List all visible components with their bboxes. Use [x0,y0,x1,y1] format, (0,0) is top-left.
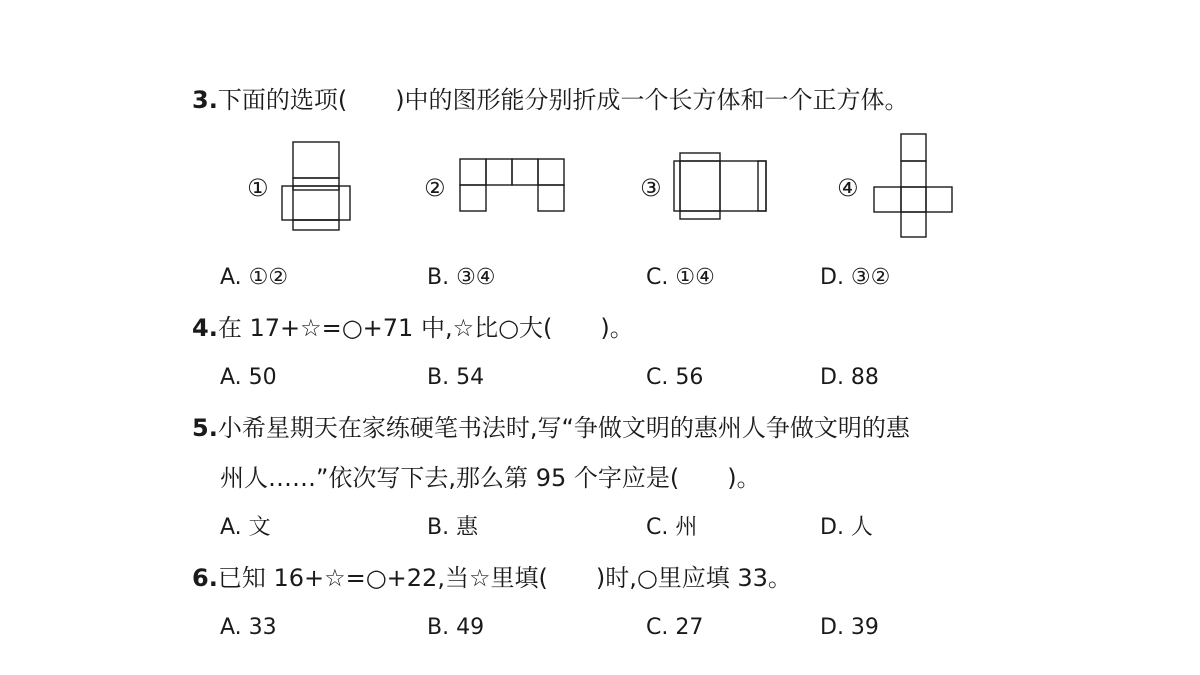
q4-option-b[interactable]: B. 54 [427,365,485,390]
cube-net-figure-4 [872,132,954,240]
q3-option-c[interactable]: C. ①④ [646,265,715,290]
figure-label-4: ④ [837,174,859,202]
q5-option-a[interactable]: A. 文 [220,515,271,540]
q3-option-a[interactable]: A. ①② [220,265,289,290]
q3-option-d[interactable]: D. ③② [820,265,891,290]
question-number: 4. [192,314,218,342]
q3-option-b[interactable]: B. ③④ [427,265,496,290]
question-5-stem-line-2: 州人……”依次写下去,那么第 95 个字应是( )。 [220,464,761,492]
cube-net-figure-3 [672,151,768,221]
question-6-stem [192,563,792,593]
q5-option-b[interactable]: B. 惠 [427,515,479,540]
q6-option-c[interactable]: C. 27 [646,615,704,640]
question-5-stem-line-1 [192,413,910,443]
cube-net-figure-1 [280,140,352,232]
question-text: 小希星期天在家练硬笔书法时,写“争做文明的惠州人争做文明的惠 [217,414,910,442]
question-text: 已知 16+☆=○+22,当☆里填( )时,○里应填 33。 [217,564,792,592]
cube-net-figure-2 [458,157,566,213]
q6-option-b[interactable]: B. 49 [427,615,485,640]
q4-option-a[interactable]: A. 50 [220,365,277,390]
q4-option-d[interactable]: D. 88 [820,365,879,390]
question-text: 下面的选项( )中的图形能分别折成一个长方体和一个正方体。 [217,86,909,114]
question-number: 6. [192,564,218,592]
figure-label-3: ③ [640,174,662,202]
question-text: 在 17+☆=○+71 中,☆比○大( )。 [217,314,634,342]
question-3-stem [192,85,909,115]
q5-option-d[interactable]: D. 人 [820,515,873,540]
q4-option-c[interactable]: C. 56 [646,365,704,390]
figure-label-2: ② [424,174,446,202]
question-4-stem [192,313,634,343]
q6-option-a[interactable]: A. 33 [220,615,277,640]
figure-label-1: ① [247,174,269,202]
q5-option-c[interactable]: C. 州 [646,515,698,540]
question-number: 5. [192,414,218,442]
question-number: 3. [192,86,218,114]
q6-option-d[interactable]: D. 39 [820,615,879,640]
